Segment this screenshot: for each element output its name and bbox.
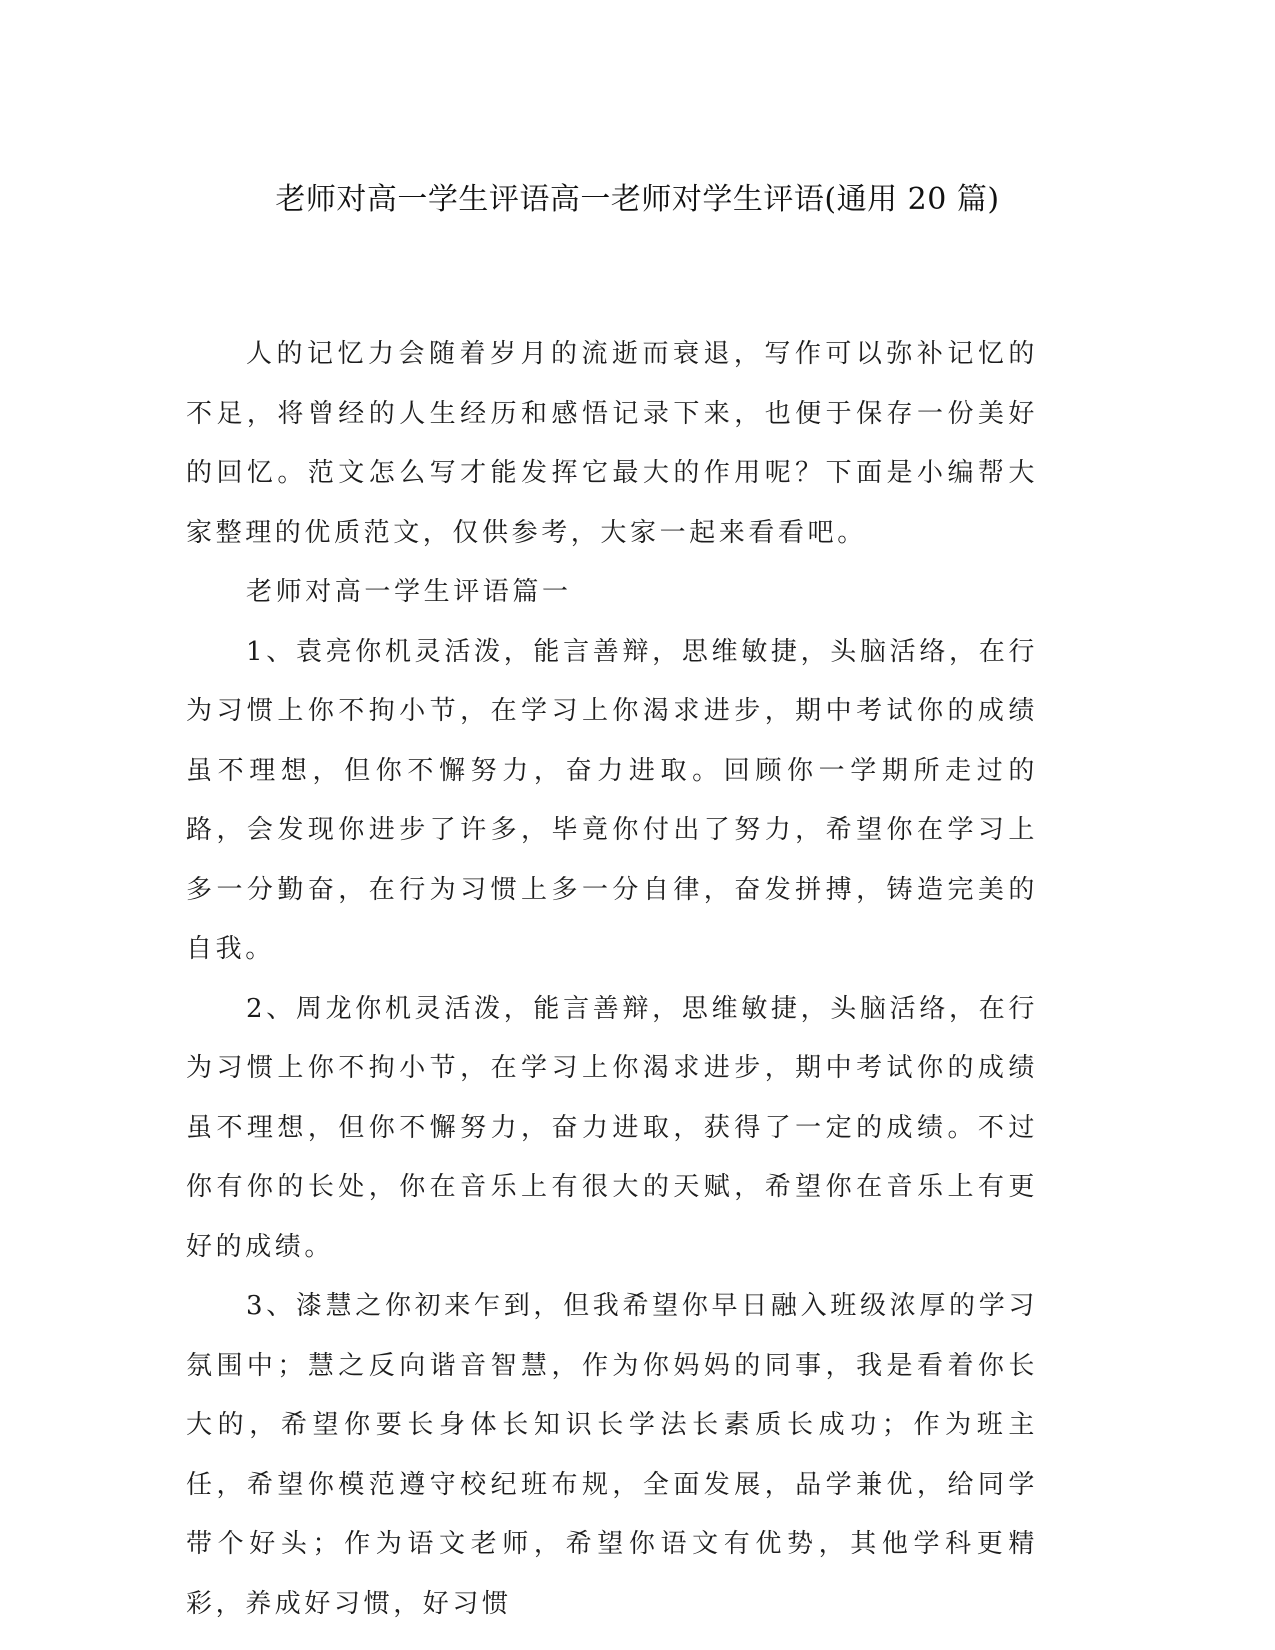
comment-paragraph-1: 1、袁亮你机灵活泼，能言善辩，思维敏捷，头脑活络，在行为习惯上你不拘小节，在学习上你渴求进步，期中考试你的成绩虽不理想，但你不懈努力，奋力进取。回顾你一学期所走过的路，会发现你进步了许多，毕竟你付出了努力，希望你在学习上多一分勤奋，在行为习惯上多一分自律，奋发拼搏，铸造完美的自我。 — [186, 636, 1038, 964]
comment-paragraph-2: 2、周龙你机灵活泼，能言善辩，思维敏捷，头脑活络，在行为习惯上你不拘小节，在学习上你渴求进步，期中考试你的成绩虽不理想，但你不懈努力，奋力进取，获得了一定的成绩。不过你有你的长处，你在音乐上有很大的天赋，希望你在音乐上有更好的成绩。 — [186, 993, 1038, 1262]
intro-paragraph: 人的记忆力会随着岁月的流逝而衰退，写作可以弥补记忆的不足，将曾经的人生经历和感悟记录下来，也便于保存一份美好的回忆。范文怎么写才能发挥它最大的作用呢？下面是小编帮大家整理的优质范文，仅供参考，大家一起来看看吧。 — [186, 339, 1038, 548]
comment-paragraph-3: 3、漆慧之你初来乍到，但我希望你早日融入班级浓厚的学习氛围中；慧之反向谐音智慧，作为你妈妈的同事，我是看着你长大的，希望你要长身体长知识长学法长素质长成功；作为班主任，希望你模范遵守校纪班布规，全面发展，品学兼优，给同学带个好头；作为语文老师，希望你语文有优势，其他学科更精彩，养成好习惯，好习惯 — [186, 1291, 1038, 1619]
document-title: 老师对高一学生评语高一老师对学生评语(通用 20 篇) — [275, 182, 1000, 217]
section-heading: 老师对高一学生评语篇一 — [246, 577, 572, 607]
document-body — [186, 325, 1038, 1634]
